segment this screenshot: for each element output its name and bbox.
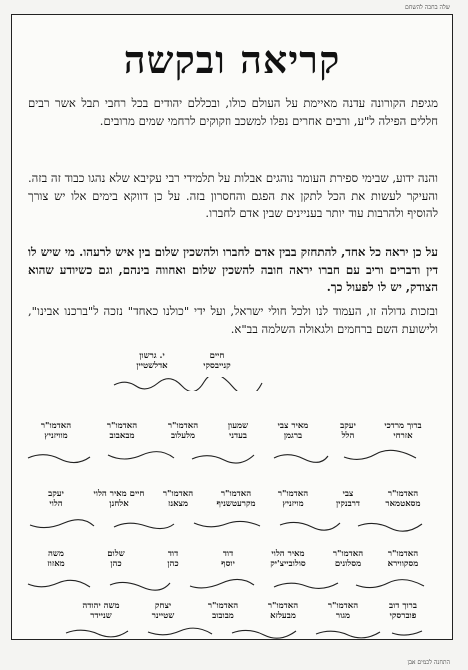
signature-name: דוד יוסף — [221, 549, 235, 569]
notice-frame — [11, 14, 453, 640]
paragraph-4: ובזכות גדולה זו, העמוד לנו ולכל חולי ישראל, ועל ידי "כולנו כאחד" נזכה ל"ברכנו אבינו", ולישועת השם ברחמים ולגאולה השלמה בב"א. — [28, 304, 438, 336]
signature-name: חיים קנייבסקי — [203, 351, 231, 371]
signature-name: האדמו"ר מסלונים — [332, 549, 364, 569]
signature-name: האדמו"ר מבאבוב — [106, 421, 138, 441]
paragraph-1: מגיפת הקורונה עדנה מאיימת על העולם כולו, ובכללם יהודים בכל רחבי תבל אשר רבים חללים הפילה ל"ע, ורבים אחרים נפלו למשכב וזקוקים לרחמי שמים מרובים. — [28, 96, 438, 128]
handwritten-signature — [24, 577, 434, 589]
page-title: קריאה ובקשה — [123, 37, 341, 82]
signature-name: יעקב הלל — [340, 421, 356, 441]
signature-name: שמעון בעדני — [227, 421, 249, 441]
handwritten-signature — [24, 517, 434, 529]
signature-name: האדמו"ר מסאטמאר — [385, 489, 421, 509]
signature-name: האדמו"ר מלעלוב — [167, 421, 199, 441]
signature-name: האדמו"ר מסקווירא — [387, 549, 419, 569]
signature-name: חיים מאיר הלוי אלחנן — [93, 489, 145, 509]
signature-name: צבי דרבנקין — [335, 489, 361, 509]
signature-name: י. גרשון אדלשטיין — [136, 351, 168, 371]
signature-name: האדמו"ר מוויזניץ — [40, 421, 72, 441]
signature-name: האדמו"ר מקרעטשניף — [216, 489, 256, 509]
signature-name: האדמו"ר מצאנז — [162, 489, 194, 509]
handwritten-signature — [62, 625, 432, 637]
signature-name: האדמו"ר מויזניץ — [277, 489, 309, 509]
signature-name: משה יהודה שניידר — [82, 601, 120, 621]
paragraph-2: והנה ידוע, שבימי ספירת העומר נוהגים אבלות על תלמידי רבי עקיבא שלא נהגו כבוד זה בזה. והעיקר לעשות את הכל לתקן את הפגם והחסרון בזה. על כן דווקא בימים אלו יש צורך להוסיף ולהרבות עוד יותר בעניינים שבין אדם לחברו. — [28, 171, 438, 220]
signature-name: מאיר הלוי סולובייצ'יק — [270, 549, 306, 569]
signature-name: שלום כהן — [107, 549, 125, 569]
signature-name: האדמו"ר מבעלזא — [267, 601, 299, 621]
signature-name: האדמו"ר מבובוב — [207, 601, 239, 621]
paragraph-3: על כן יראה כל אחד, להתחזק בבין אדם לחברו ולהשכין שלום בין איש לרעהו. מי שיש לו דין ודברים וריב עם חברו יראה חובה להשכין שלום ואחווה בינהם, וגם כשיודע שהוא הצודק, יש לו לפעול כך. — [28, 245, 438, 294]
signature-name: ברוך דוב פוברסקי — [389, 601, 417, 621]
signature-name: מאיר צבי ברגמן — [277, 421, 309, 441]
top-note: שלה בחכה להשחם — [405, 4, 450, 11]
signature-name: ברוך מרדכי אזרחי — [384, 421, 422, 441]
handwritten-signature — [112, 377, 272, 389]
signature-name: יצחק שטיינר — [151, 601, 175, 621]
bottom-note: התחנה לכמים אבן — [407, 659, 450, 666]
signature-name: האדמו"ר מגור — [327, 601, 359, 621]
signature-name: יעקב הלוי — [48, 489, 64, 509]
signature-name: משה מאזוז — [47, 549, 65, 569]
handwritten-signature — [24, 449, 434, 461]
signature-name: דוד כהן — [167, 549, 179, 569]
